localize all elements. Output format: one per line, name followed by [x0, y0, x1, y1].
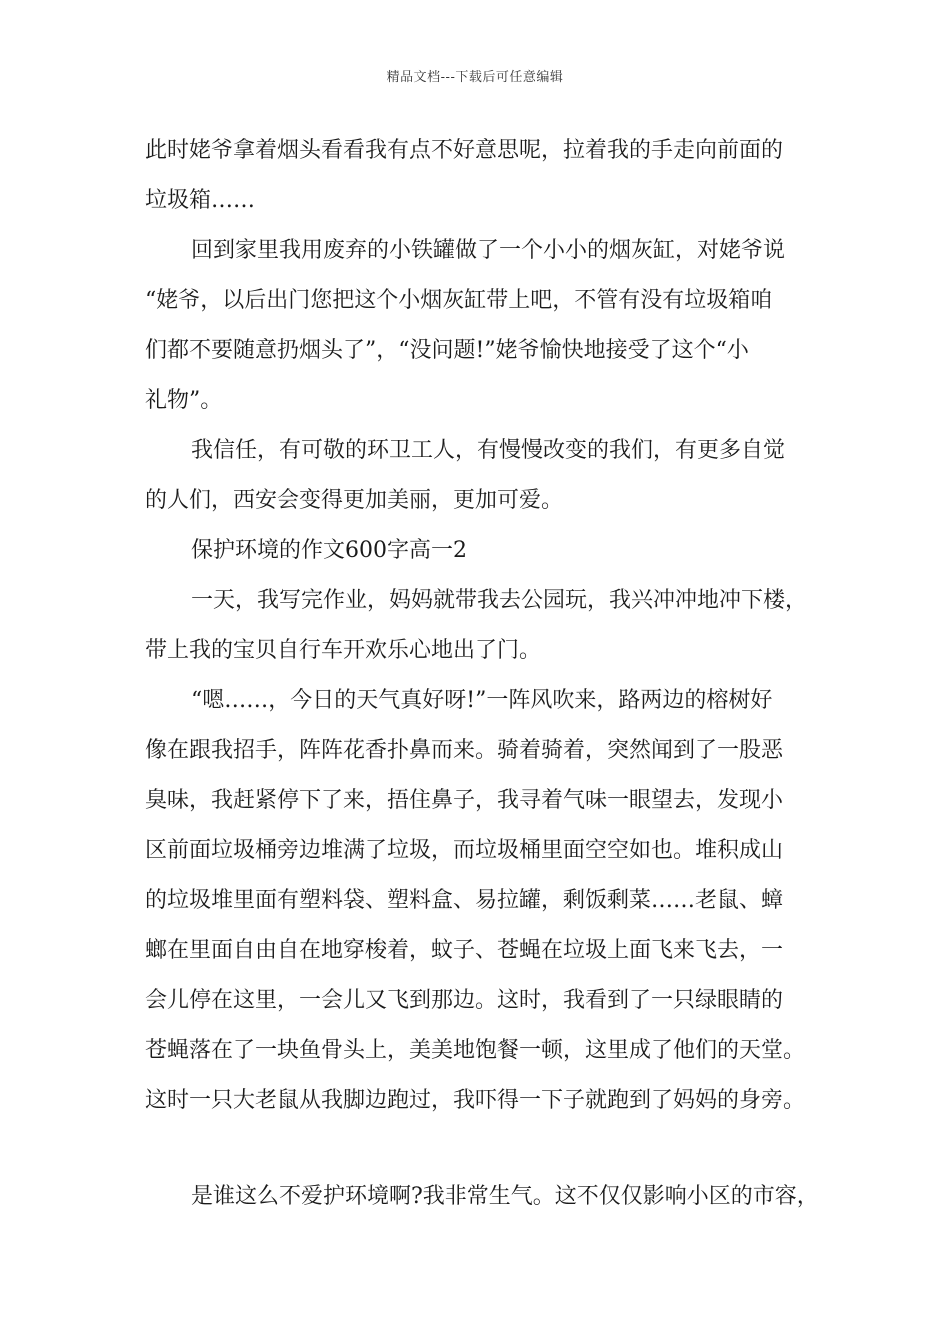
text-block-2: [145, 1172, 835, 1222]
text-line: 是谁这么不爱护环境啊?我非常生气。这不仅仅影响小区的市容，: [191, 1184, 819, 1209]
text-line: 这时一只大老鼠从我脚边跑过，我吓得一下子就跑到了妈妈的身旁。: [145, 1088, 806, 1113]
text-line: 礼物”。: [145, 388, 223, 413]
text-line: 回到家里我用废弃的小铁罐做了一个小小的烟灰缸，对姥爷说: [191, 238, 786, 263]
text-line: 螂在里面自由自在地穿梭着，蚊子、苍蝇在垃圾上面飞来飞去，一: [145, 938, 784, 963]
text-line: 一天，我写完作业，妈妈就带我去公园玩，我兴冲冲地冲下楼，: [191, 588, 808, 613]
text-line: 会儿停在这里，一会儿又飞到那边。这时，我看到了一只绿眼睛的: [145, 988, 784, 1013]
text-line: 此时姥爷拿着烟头看看我有点不好意思呢，拉着我的手走向前面的: [145, 138, 784, 163]
section-title: 保护环境的作文600字高一2: [191, 538, 467, 563]
text-line: 我信任，有可敬的环卫工人，有慢慢改变的我们，有更多自觉: [191, 438, 786, 463]
text-line: “嗯……，今日的天气真好呀!”一阵风吹来，路两边的榕树好: [191, 688, 773, 713]
text-line: 的人们，西安会变得更加美丽，更加可爱。: [145, 488, 564, 513]
text-line: 区前面垃圾桶旁边堆满了垃圾，而垃圾桶里面空空如也。堆积成山: [145, 838, 784, 863]
text-line: “姥爷，以后出门您把这个小烟灰缸带上吧，不管有没有垃圾箱咱: [145, 288, 773, 313]
text-block-1: [145, 126, 835, 1126]
text-line: 苍蝇落在了一块鱼骨头上，美美地饱餐一顿，这里成了他们的天堂。: [145, 1038, 806, 1063]
text-line: 们都不要随意扔烟头了”，“没问题!”姥爷愉快地接受了这个“小: [145, 338, 749, 363]
text-line: 臭味，我赶紧停下了来，捂住鼻子，我寻着气味一眼望去，发现小: [145, 788, 784, 813]
text-line: 像在跟我招手，阵阵花香扑鼻而来。骑着骑着，突然闻到了一股恶: [145, 738, 784, 763]
text-line: 带上我的宝贝自行车开欢乐心地出了门。: [145, 638, 542, 663]
text-line: 的垃圾堆里面有塑料袋、塑料盒、易拉罐，剩饭剩菜……老鼠、蟑: [145, 888, 784, 913]
page-header: 精品文档---下载后可任意编辑: [386, 70, 564, 85]
text-line: 垃圾箱……: [145, 188, 256, 213]
